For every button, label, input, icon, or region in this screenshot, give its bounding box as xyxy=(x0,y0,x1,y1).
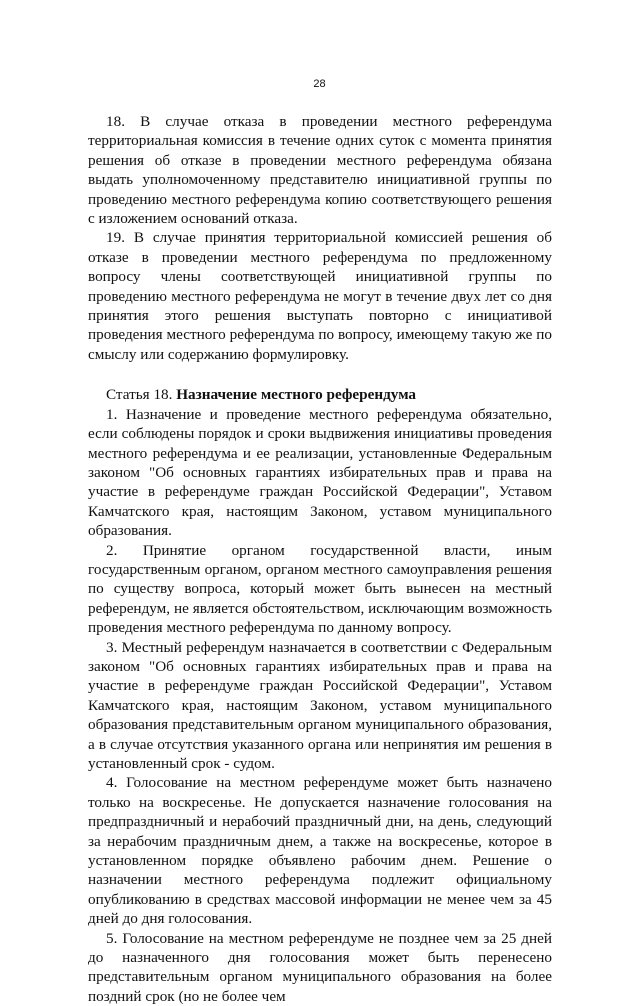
document-body xyxy=(88,112,552,1006)
article-heading xyxy=(88,385,552,404)
paragraph-18: 18. В случае отказа в проведении местного референдума территориальная комиссия в течение одних суток с момента принятия решения об отказе в проведении местного референдума обязана выдать уполномоченному представителю инициативной группы по проведению местного референдума копию соответствующего решения с изложением оснований отказа. xyxy=(88,113,552,228)
article-number: Статья 18. xyxy=(106,386,173,404)
article-paragraph-5: 5. Голосование на местном референдуме не позднее чем за 25 дней до назначенного дня голосования может быть перенесено представительным органом муниципального образования на более поздний срок (но не более чем xyxy=(88,929,552,1005)
article-paragraph-1: 1. Назначение и проведение местного референдума обязательно, если соблюдены порядок и сроки выдвижения инициативы проведения местного референдума и ее реализации, установленные Федеральным законом "Об основных гарантиях избирательных прав и права на участие в референдуме граждан Российской Федерации", Уставом Камчатского края, настоящим Законом, уставом муниципального образования. xyxy=(88,405,552,540)
article-paragraph-3: 3. Местный референдум назначается в соответствии с Федеральным законом "Об основных гарантиях избирательных прав и права на участие в референдуме граждан Российской Федерации", Уставом Камчатского края, настоящим Законом, уставом муниципального образования представительным органом муниципального образования, а в случае отсутствия указанного органа или непринятия им решения в установленный срок - судом. xyxy=(88,638,552,772)
article-paragraph-4: 4. Голосование на местном референдуме может быть назначено только на воскресенье. Не допускается назначение голосования на предпраздничный и нерабочий праздничный дни, на день, следующий за нерабочим праздничным днем, а также на воскресенье, которое в установленном порядке объявлено рабочим днем. Решение о назначении местного референдума подлежит официальному опубликованию в средствах массовой информации не менее чем за 45 дней до дня голосования. xyxy=(88,774,552,928)
article-title: Назначение местного референдума xyxy=(176,386,417,404)
paragraph-19: 19. В случае принятия территориальной комиссией решения об отказе в проведении местного референдума по предложенному вопросу члены соответствующей инициативной группы по проведению местного референдума не могут в течение двух лет со дня принятия этого решения выступать повторно с инициативой проведения местного референдума по вопросу, имеющему такую же по смыслу или содержанию формулировку. xyxy=(88,229,552,363)
article-paragraph-2: 2. Принятие органом государственной власти, иным государственным органом, органом местного самоуправления решения по существу вопроса, который может быть вынесен на местный референдум, не является обстоятельством, исключающим возможность проведения местного референдума по данному вопросу. xyxy=(88,541,552,637)
page-number: 28 xyxy=(313,78,326,90)
